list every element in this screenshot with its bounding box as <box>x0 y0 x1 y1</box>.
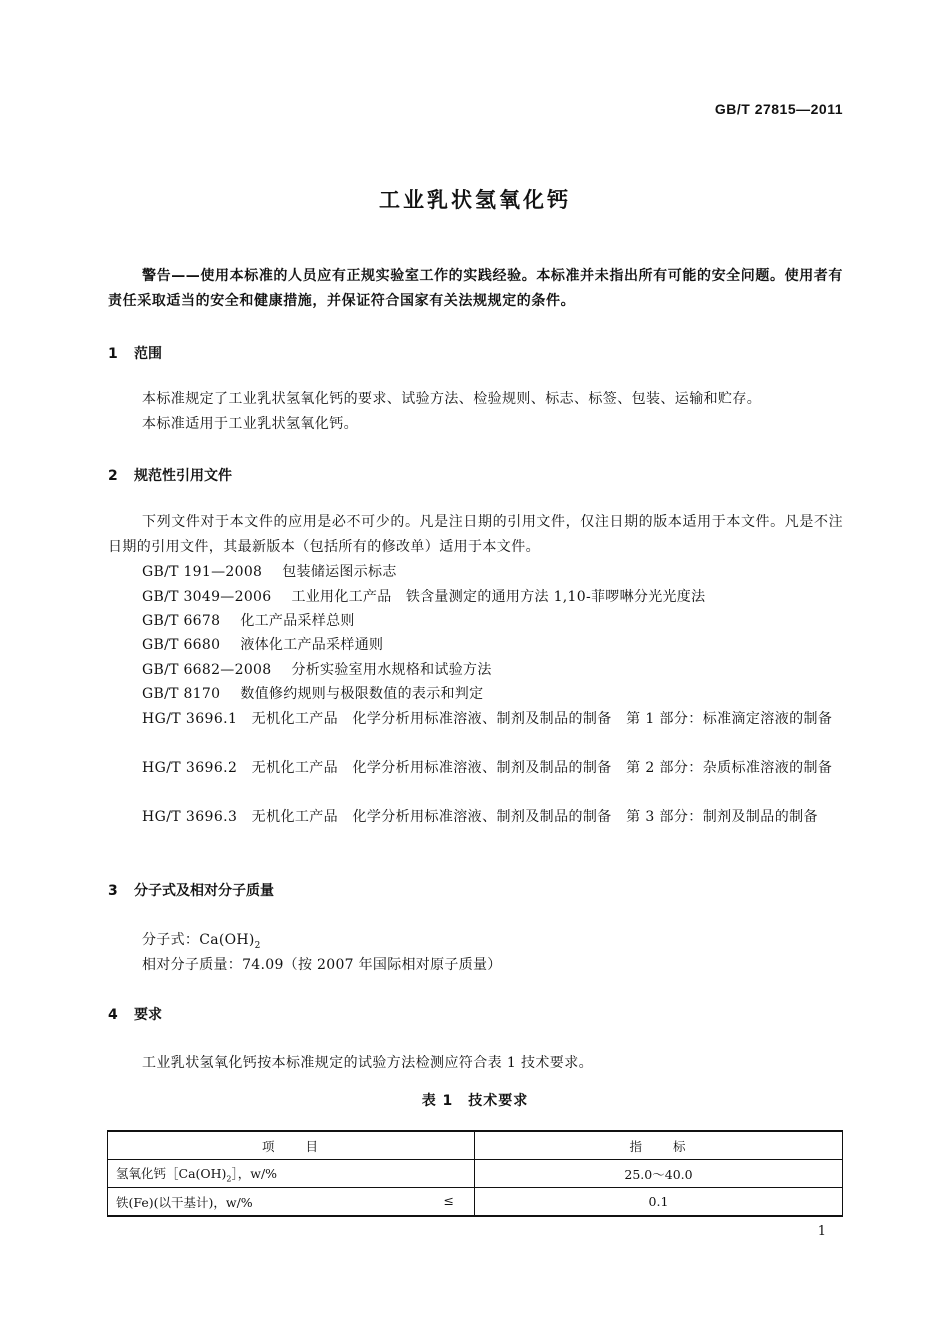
section-2-heading <box>108 465 232 485</box>
reference-title: 包装储运图示标志 <box>282 564 397 580</box>
section-number: 4 <box>108 1007 118 1023</box>
column-header-index: 指 标 <box>475 1131 843 1160</box>
section-number: 2 <box>108 468 118 484</box>
item-text: 铁(Fe)(以干基计)，w/% <box>116 1194 253 1210</box>
reference-item-hg-1: HG/T 3696.1 无机化工产品 化学分析用标准溶液、制剂及制品的制备 第 1 部分：标准滴定溶液的制备 <box>142 711 833 727</box>
table-header-row <box>108 1131 843 1160</box>
item-text-tail: ］，w/% <box>231 1165 278 1181</box>
table-row <box>108 1188 843 1217</box>
section-number: 3 <box>108 883 118 899</box>
reference-item <box>142 561 397 581</box>
section-4-heading <box>108 1004 162 1024</box>
table-caption: 表 1 技术要求 <box>421 1093 529 1109</box>
reference-title: 分析实验室用水规格和试验方法 <box>291 662 492 678</box>
reference-item-hg-2: HG/T 3696.2 无机化工产品 化学分析用标准溶液、制剂及制品的制备 第 2 部分：杂质标准溶液的制备 <box>142 760 833 776</box>
scope-paragraph-2: 本标准适用于工业乳状氢氧化钙。 <box>142 416 358 432</box>
references-intro: 下列文件对于本文件的应用是必不可少的。凡是注日期的引用文件，仅注日期的版本适用于本文件。凡是不注日期的引用文件，其最新版本（包括所有的修改单）适用于本文件。 <box>108 514 843 555</box>
column-header-item: 项 目 <box>108 1131 475 1160</box>
item-cell <box>108 1188 475 1217</box>
technical-requirements-table <box>107 1130 843 1217</box>
section-title: 分子式及相对分子质量 <box>134 883 274 899</box>
item-cell <box>108 1160 475 1188</box>
molecular-mass: 相对分子质量：74.09（按 2007 年国际相对原子质量） <box>142 957 502 973</box>
section-1-heading <box>108 343 162 363</box>
item-subscript: 2 <box>226 1174 232 1184</box>
reference-item <box>142 634 383 654</box>
standard-number: GB/T 27815—2011 <box>714 101 843 117</box>
reference-item <box>142 610 355 630</box>
page-number: 1 <box>817 1224 826 1239</box>
value-cell: 0.1 <box>475 1188 843 1217</box>
section-number: 1 <box>108 346 118 362</box>
less-equal-sign: ≤ <box>443 1192 454 1208</box>
scope-paragraph-1: 本标准规定了工业乳状氢氧化钙的要求、试验方法、检验规则、标志、标签、包装、运输和贮存。 <box>142 391 762 407</box>
reference-code: GB/T 191—2008 <box>142 564 263 580</box>
formula-text: 分子式：Ca(OH) <box>142 932 255 948</box>
reference-code: GB/T 6678 <box>142 613 221 629</box>
reference-code: GB/T 6680 <box>142 637 221 653</box>
requirements-paragraph: 工业乳状氢氧化钙按本标准规定的试验方法检测应符合表 1 技术要求。 <box>142 1055 594 1071</box>
section-3-heading <box>108 880 274 900</box>
section-title: 要求 <box>134 1007 162 1023</box>
section-title: 规范性引用文件 <box>134 468 232 484</box>
table-row <box>108 1160 843 1188</box>
reference-item <box>142 659 492 679</box>
document-title: 工业乳状氢氧化钙 <box>379 188 571 212</box>
reference-title: 工业用化工产品 铁含量测定的通用方法 1,10-菲啰啉分光光度法 <box>291 589 706 605</box>
formula-subscript: 2 <box>254 940 261 951</box>
item-text: 氢氧化钙［Ca(OH) <box>116 1165 227 1181</box>
warning-paragraph: 警告——使用本标准的人员应有正规实验室工作的实践经验。本标准并未指出所有可能的安全问题。使用者有责任采取适当的安全和健康措施，并保证符合国家有关法规规定的条件。 <box>108 268 843 309</box>
reference-title: 液体化工产品采样通则 <box>240 637 384 653</box>
reference-item-hg-3: HG/T 3696.3 无机化工产品 化学分析用标准溶液、制剂及制品的制备 第 3 部分：制剂及制品的制备 <box>142 809 818 825</box>
value-cell: 25.0～40.0 <box>475 1160 843 1188</box>
reference-code: GB/T 6682—2008 <box>142 662 272 678</box>
molecular-formula <box>142 929 261 951</box>
section-title: 范围 <box>134 346 162 362</box>
reference-title: 数值修约规则与极限数值的表示和判定 <box>240 686 484 702</box>
reference-code: GB/T 8170 <box>142 686 221 702</box>
reference-item <box>142 683 483 703</box>
reference-code: GB/T 3049—2006 <box>142 589 272 605</box>
reference-item <box>142 586 705 606</box>
reference-title: 化工产品采样总则 <box>240 613 355 629</box>
